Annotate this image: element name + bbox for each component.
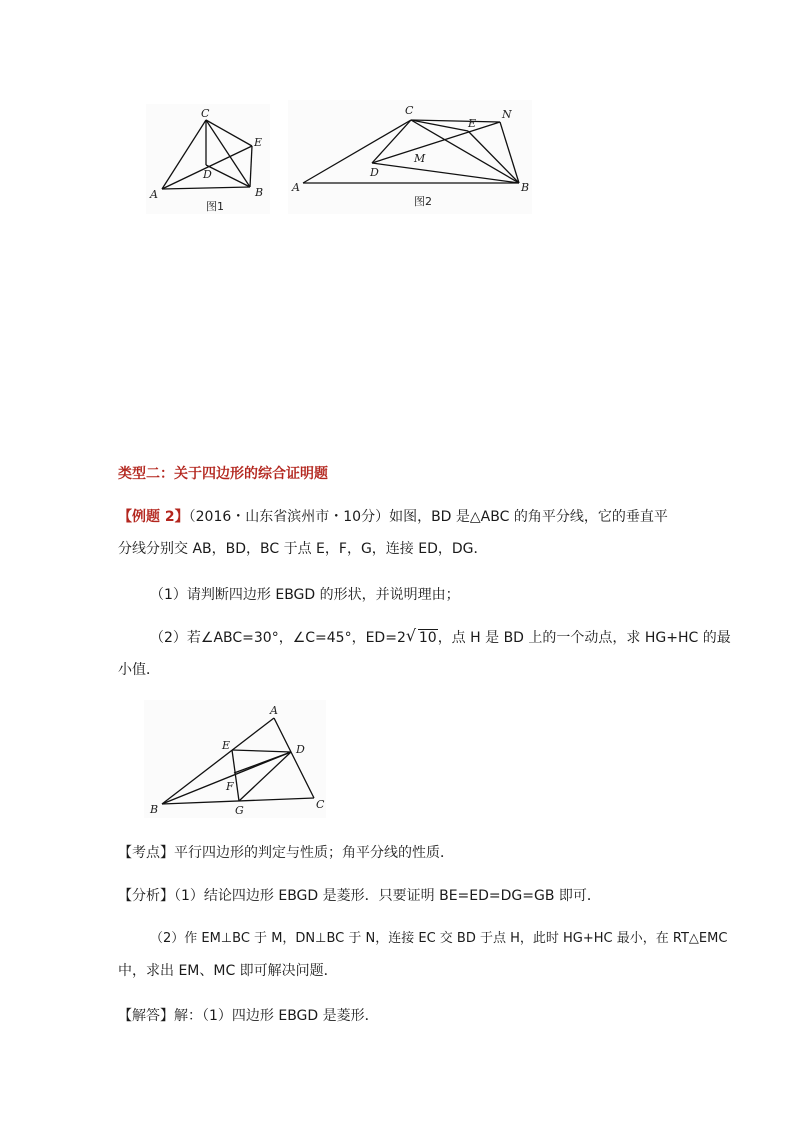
sqrt-expression xyxy=(406,628,438,648)
example-line-1 xyxy=(118,507,668,527)
point-label-E: E xyxy=(468,117,477,130)
point-label-C: C xyxy=(201,107,210,120)
point-label-A: A xyxy=(150,188,158,201)
point-label-B: B xyxy=(150,803,159,816)
jieda-tag: 【解答】 xyxy=(118,1008,174,1024)
fenxi-text-1: （1）结论四边形 EBGD 是菱形．只要证明 BE=ED=DG=GB 即可． xyxy=(174,888,601,904)
point-label-E: E xyxy=(222,739,231,752)
figure-2 xyxy=(288,100,532,214)
point-label-G: G xyxy=(235,804,244,817)
kaodian-tag: 【考点】 xyxy=(118,845,174,861)
jieda-line xyxy=(118,1006,379,1026)
example-text: 如图，BD 是△ABC 的角平分线，它的垂直平 xyxy=(389,509,668,525)
fenxi-tag: 【分析】 xyxy=(118,888,174,904)
point-label-A: A xyxy=(270,704,278,717)
point-label-M: M xyxy=(414,152,426,165)
q2-text-after: ，点 H 是 BD 上的一个动点，求 HG+HC 的最 xyxy=(437,630,731,646)
figure-caption: 图1 xyxy=(206,200,224,213)
point-label-C: C xyxy=(316,798,325,811)
question-1: （1）请判断四边形 EBGD 的形状，并说明理由； xyxy=(150,587,460,603)
figure-caption: 图2 xyxy=(414,195,432,208)
section-title: 类型二：关于四边形的综合证明题 xyxy=(118,466,328,482)
fenxi-line-1 xyxy=(118,886,601,906)
figure-1 xyxy=(146,104,270,214)
sqrt-symbol: √ xyxy=(405,626,417,645)
point-label-B: B xyxy=(521,181,530,194)
point-label-D: D xyxy=(370,166,379,179)
point-label-N: N xyxy=(502,108,512,121)
kaodian-text: 平行四边形的判定与性质；角平分线的性质． xyxy=(174,845,454,861)
q2-text-before: （2）若∠ABC=30°，∠C=45°，ED=2 xyxy=(150,630,406,646)
jieda-text: 解：（1）四边形 EBGD 是菱形． xyxy=(174,1008,379,1024)
figure-3 xyxy=(144,700,326,818)
point-label-D: D xyxy=(203,168,212,181)
point-label-F: F xyxy=(226,780,234,793)
point-label-B: B xyxy=(255,186,264,199)
example-line-2: 分线分别交 AB，BD，BC 于点 E，F，G，连接 ED，DG． xyxy=(118,541,488,557)
question-2-line-2: 小值． xyxy=(118,662,160,678)
point-label-E: E xyxy=(254,136,263,149)
example-tag: 【例题 2】 xyxy=(118,509,189,525)
point-label-A: A xyxy=(292,181,300,194)
fenxi-line-3: 中，求出 EM、MC 即可解决问题． xyxy=(118,963,338,979)
example-source: （2016・山东省滨州市・10分） xyxy=(188,509,390,525)
point-label-D: D xyxy=(296,743,305,756)
sqrt-radicand: 10 xyxy=(418,630,437,646)
kaodian-line xyxy=(118,843,454,863)
question-2-line-1 xyxy=(150,628,731,648)
point-label-C: C xyxy=(405,104,414,117)
fenxi-line-2: （2）作 EM⊥BC 于 M，DN⊥BC 于 N，连接 EC 交 BD 于点 H，此时 HG+HC 最小，在 RT△EMC xyxy=(150,931,728,946)
